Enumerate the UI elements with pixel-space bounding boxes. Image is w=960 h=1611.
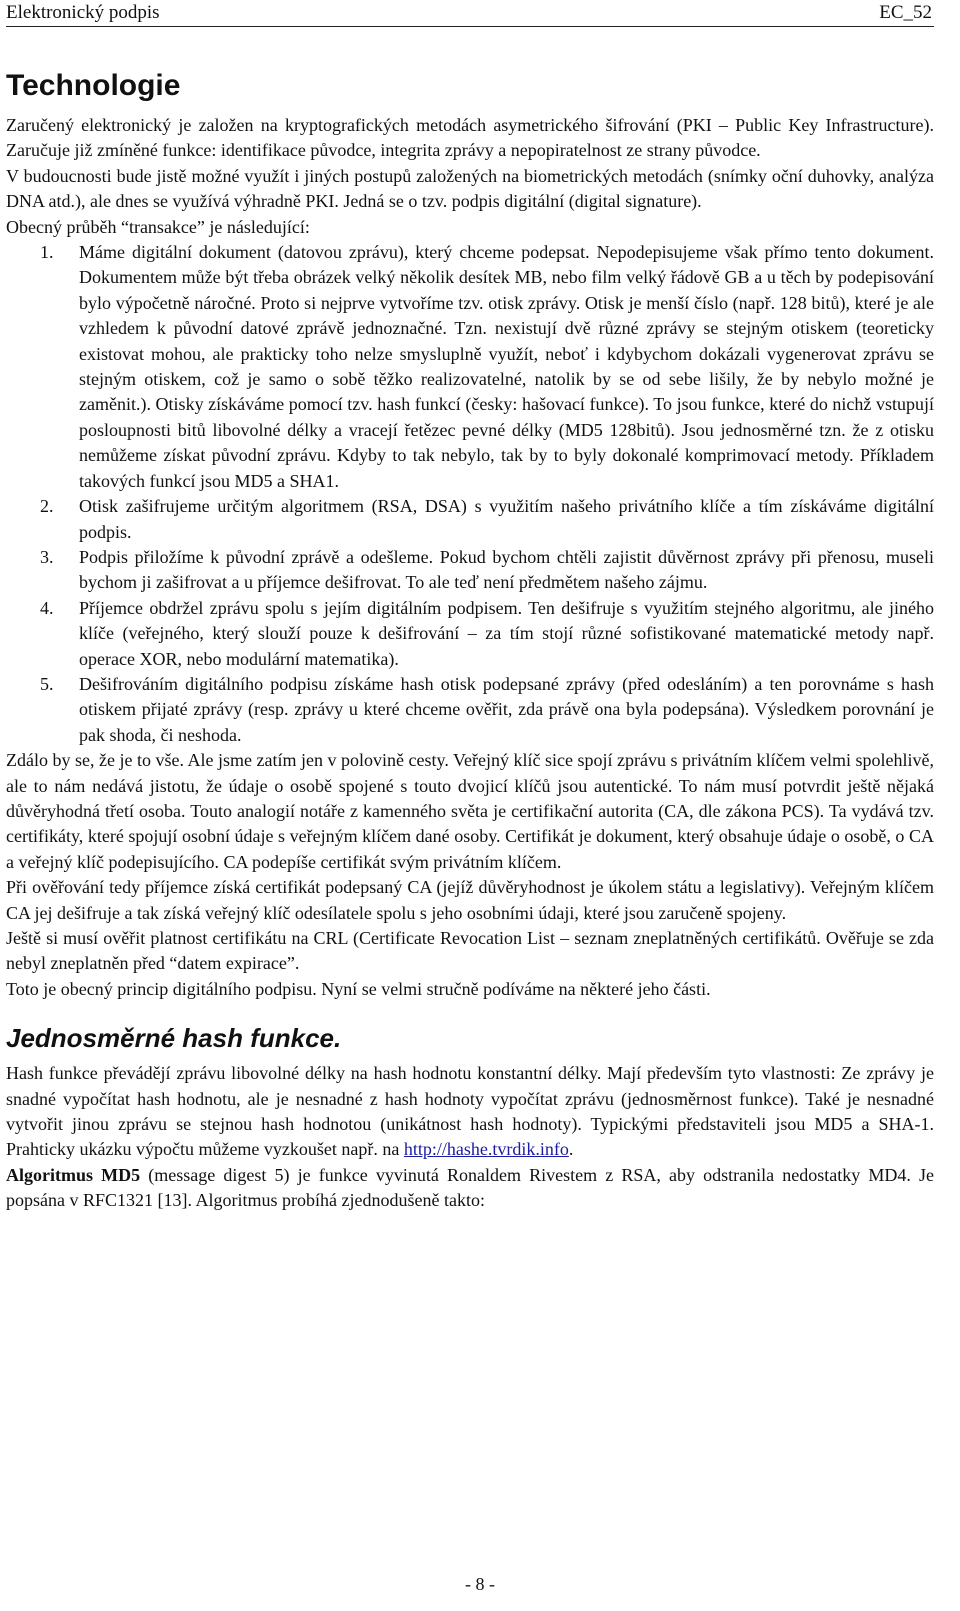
step-number: 1.	[40, 242, 54, 263]
document-body	[6, 68, 934, 1214]
step-item	[6, 596, 934, 672]
step-number: 4.	[40, 597, 54, 618]
summary-paragraph: Toto je obecný princip digitálního podpisu. Nyní se velmi stručně podíváme na některé jeho části.	[6, 978, 711, 999]
hash-text: Hash funkce převádějí zprávu libovolné délky na hash hodnotu konstantní délky. Mají především tyto vlastnosti: Ze zprávy je snadné vypočítat hash hodnotu, ale je nesnadné z hash hodnoty vypočítat zprávu (jednosměrnost funkce). Také je nesnadné vytvořit jinou zprávu se stejnou hash hodnotou (unikátnost hash hodnoty). Typickými představiteli jsou MD5 a SHA-1. Prahticky ukázku výpočtu můžeme vyzkoušet např. na	[6, 1063, 934, 1160]
ca-paragraph: Zdálo by se, že je to vše. Ale jsme zatím jen v polovině cesty. Veřejný klíč sice spojí zprávu s privátním klíčem velmi spolehlivě, ale to nám nedává jistotu, že údaje o osobě spojené s touto dvojicí klíčů jsou autentické. To nám musí potvrdit ještě nějaká důvěryhodná třetí osoba. Touto analogií notáře z kamenného světa je certifikační autorita (CA, dle zákona PCS). Ta vydává tzv. certifikáty, které spojují osobní údaje s veřejným klíčem dané osoby. Certifikát je dokument, který obsahuje údaje o osobě, o CA a veřejný klíč podepisujícího. CA podepíše certifikát svým privátním klíčem.	[6, 750, 934, 872]
page-header	[6, 0, 934, 27]
md5-term: Algoritmus MD5	[6, 1164, 141, 1185]
step-text: Příjemce obdržel zprávu spolu s jejím digitálním podpisem. Ten dešifruje s využitím stejného algoritmu, ale jiného klíče (veřejného, který slouží pouze k dešifrování – za tím stojí různé sofistikované matematické metody např. operace XOR, nebo modulární matematika).	[79, 597, 934, 669]
hash-paragraph	[6, 1061, 934, 1163]
biometrics-paragraph: V budoucnosti bude jistě možné využít i jiných postupů založených na biometrických metodách (snímky oční duhovky, analýza DNA atd.), ale dnes se využívá výhradně PKI. Jedná se o tzv. podpis digitální (digital signature).	[6, 165, 934, 212]
step-text: Máme digitální dokument (datovou zprávu), který chceme podepsat. Nepodepisujeme však přímo tento dokument. Dokumentem může být třeba obrázek velký několik desítek MB, nebo film velký řádově GB a u těch by podepisování bylo výpočetně náročné. Proto si nejprve vytvoříme tzv. otisk zprávy. Otisk je menší číslo (např. 128 bitů), které je ale vzhledem k původní datové zprávě jednoznačné. Tzn. nexistují dvě různé zprávy se stejným otiskem (teoreticky existovat mohou, ale prakticky toho nelze smysluplně využít, neboť i kdybychom dokázali vygenerovat zprávu se stejným otiskem, což je samo o sobě těžko realizovatelné, natolik by se od sebe lišily, že by nebylo možné je zaměnit.). Otisky získáváme pomocí tzv. hash funkcí (česky: hašovací funkce). To jsou funkce, které do nichž vstupují posloupnosti bitů libovolné délky a vracejí řetězec pevné délky (MD5 128bitů). Jsou jednosměrné tzn. že z otisku nemůžeme získat původní zprávu. Kdyby to tak nebylo, tak by to byly dokonalé komprimovací metody. Příkladem takových funkcí jsou MD5 a SHA1.	[79, 242, 934, 491]
transaction-steps	[6, 240, 934, 748]
step-text: Podpis přiložíme k původní zprávě a odešleme. Pokud bychom chtěli zajistit důvěrnost zprávy při přenosu, museli bychom ji zašifrovat a u příjemce dešifrovat. To ale teď není předmětem našeho zájmu.	[79, 546, 934, 593]
hash-text-end: .	[568, 1139, 574, 1160]
step-item	[6, 672, 934, 748]
section-title-hash: Jednosměrné hash funkce.	[6, 1023, 342, 1054]
intro-paragraph: Zaručený elektronický je založen na kryptografických metodách asymetrického šifrování (PKI – Public Key Infrastructure). Zaručuje již zmíněné funkce: identifikace původce, integrita zprávy a nepopiratelnost ze strany původce.	[6, 115, 934, 161]
step-item	[6, 545, 934, 596]
transaction-intro: Obecný průběh “transakce” je následující:	[6, 216, 310, 237]
hash-demo-link[interactable]: http://hashe.tvrdik.info	[403, 1139, 569, 1160]
step-item	[6, 494, 934, 545]
header-title: Elektronický podpis	[6, 2, 160, 23]
page-number: - 8 -	[465, 1574, 495, 1594]
step-item	[6, 240, 934, 494]
step-text: Otisk zašifrujeme určitým algoritmem (RSA, DSA) s využitím našeho privátního klíče a tím získáváme digitální podpis.	[79, 496, 934, 542]
verification-paragraph: Při ověřování tedy příjemce získá certifikát podepsaný CA (jejíž důvěryhodnost je úkolem státu a legislativy). Veřejným klíčem CA jej dešifruje a tak získá veřejný klíč odesílatele spolu s jeho osobními údaji, které jsou zaručeně spojeny.	[6, 877, 934, 923]
step-number: 3.	[40, 546, 54, 567]
step-text: Dešifrováním digitálního podpisu získáme hash otisk podepsané zprávy (před odesláním) a ten porovnáme s hash otiskem přijaté zprávy (resp. zprávy u které chceme ověřit, zda právě ona byla podepsána). Výsledkem porovnání je pak shoda, či neshoda.	[79, 673, 934, 745]
md5-text: (message digest 5) je funkce vyvinutá Ronaldem Rivestem z RSA, aby odstranila nedostatky MD4. Je popsána v RFC1321 [13]. Algoritmus probíhá zjednodušeně takto:	[6, 1164, 934, 1211]
crl-paragraph: Ještě si musí ověřit platnost certifikátu na CRL (Certificate Revocation List – seznam zneplatněných certifikátů. Ověřuje se zda nebyl zneplatněn před “datem expirace”.	[6, 928, 934, 974]
md5-paragraph	[6, 1163, 934, 1214]
header-code: EC_52	[879, 2, 932, 23]
section-title-technologie: Technologie	[6, 69, 181, 102]
step-number: 2.	[40, 496, 54, 517]
step-number: 5.	[40, 673, 54, 694]
